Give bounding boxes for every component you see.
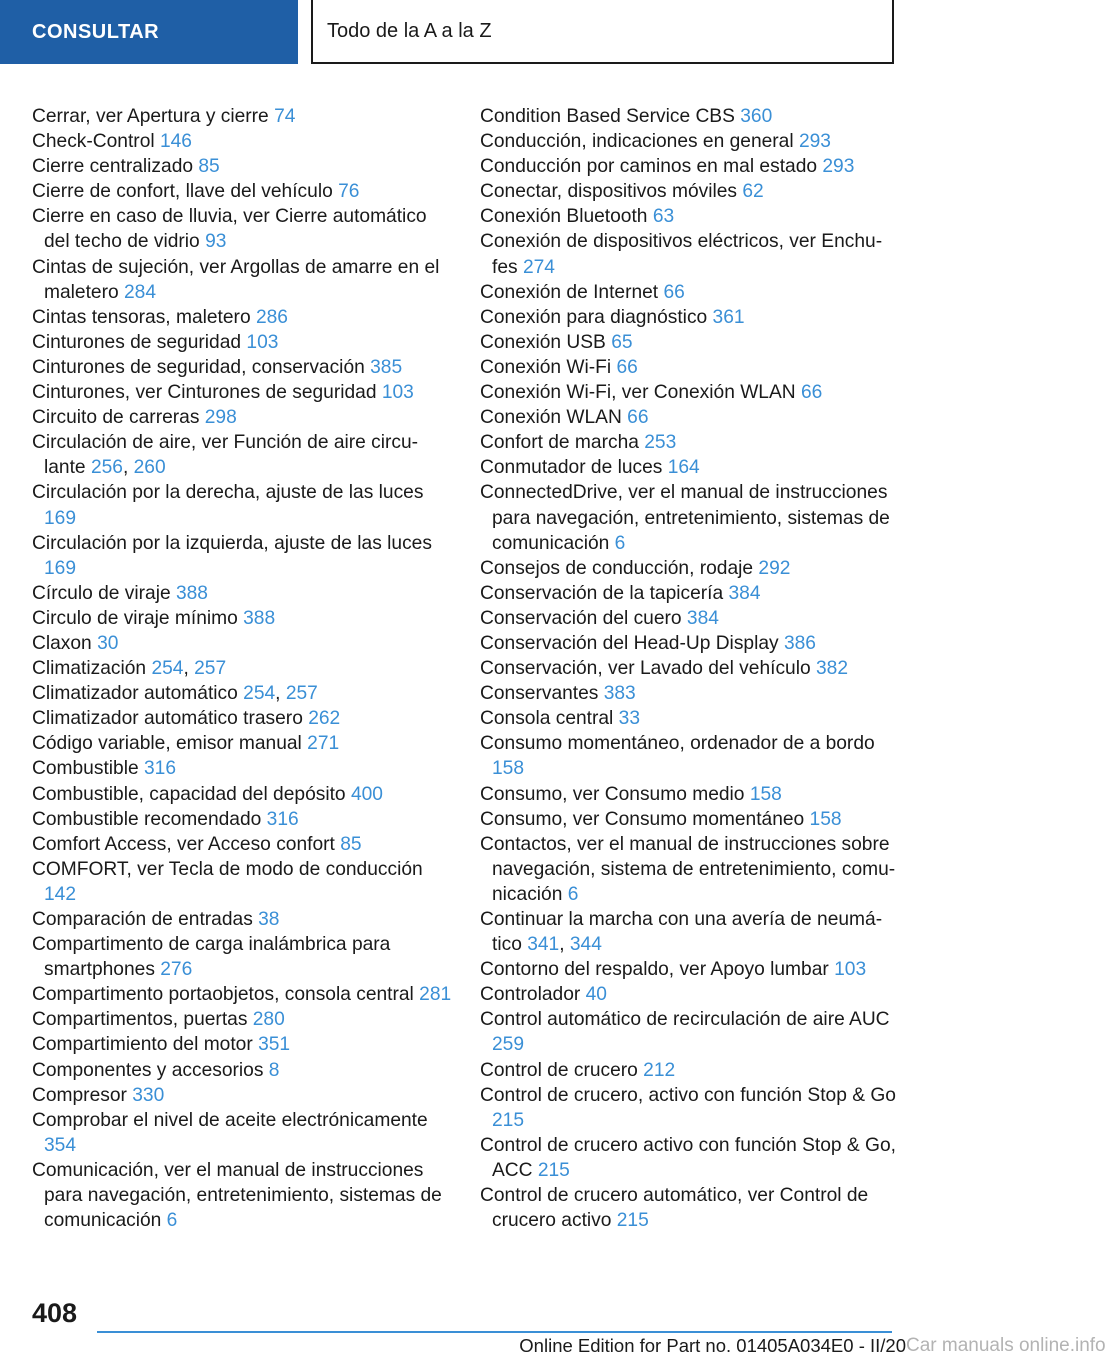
index-entry (32, 355, 452, 380)
index-entry (32, 782, 452, 807)
page-link[interactable]: 74 (274, 106, 296, 127)
page-link[interactable]: 85 (198, 156, 220, 178)
page-link[interactable]: 388 (243, 607, 276, 629)
index-entry-text: Cinturones de seguridad, conservación (32, 356, 371, 378)
index-entry (32, 857, 452, 907)
page-link[interactable]: 259 (492, 1034, 525, 1056)
page-link[interactable]: 215 (537, 1159, 570, 1181)
page-link[interactable]: 292 (758, 557, 791, 579)
page-link[interactable]: 63 (652, 206, 675, 228)
page-link[interactable]: 361 (712, 306, 745, 328)
index-entry (32, 480, 452, 530)
page-link[interactable]: 293 (798, 131, 831, 153)
page-link[interactable]: 158 (749, 783, 782, 805)
page-link[interactable]: 6 (166, 1210, 178, 1232)
index-entry-text: Check-Control (32, 131, 160, 153)
index-entry-text: Conducción, indicaciones en general (480, 131, 799, 153)
index-entry (32, 531, 452, 581)
page-link[interactable]: 384 (686, 607, 719, 629)
page-link[interactable]: 385 (370, 356, 403, 378)
page-link[interactable]: 85 (340, 833, 362, 855)
index-entry (32, 179, 452, 204)
index-entry (480, 556, 900, 581)
page-link[interactable]: 341 (527, 934, 560, 956)
index-entry (480, 782, 900, 807)
index-entry-text: Control de crucero automático, ver Control de crucero activo (480, 1185, 869, 1232)
index-entry (480, 305, 900, 330)
page-link[interactable]: 386 (783, 632, 816, 654)
page-link[interactable]: 253 (644, 432, 677, 454)
index-entry-text: Comunicación, ver el manual de instrucciones para navegación, entretenimiento, sistemas de comunicación (32, 1159, 442, 1232)
index-entry-text: Conexión Wi-Fi (480, 356, 617, 378)
index-entry (32, 1032, 452, 1057)
page-link[interactable]: 76 (338, 181, 360, 203)
index-entry-text: Conexión WLAN (480, 407, 628, 429)
index-entry: Climatización 254, 257 (32, 658, 227, 680)
page-link[interactable]: 274 (522, 256, 555, 278)
index-entry-text: Cierre en caso de lluvia, ver Cierre automático del techo de vidrio (32, 206, 427, 253)
index-entry-text: Consejos de conducción, rodaje (480, 557, 759, 579)
index-entry (32, 380, 452, 405)
index-entry (32, 706, 452, 731)
index-entry-text: Compartimento de carga inalámbrica para smartphones (32, 934, 391, 981)
index-entry-text: Comfort Access, ver Acceso confort (32, 833, 341, 855)
index-entry-text: Compresor (32, 1084, 133, 1106)
header-title-text: Todo de la A a la Z (327, 19, 492, 42)
page-link[interactable]: 65 (611, 331, 633, 353)
page-link[interactable]: 384 (728, 582, 761, 604)
index-entry-text: Circuito de carreras (32, 407, 205, 429)
page-link[interactable]: 351 (258, 1034, 291, 1056)
page-link[interactable]: 257 (285, 683, 318, 705)
index-entry-text: Circulación por la derecha, ajuste de las luces (32, 482, 424, 504)
index-entry (480, 731, 900, 781)
index-entry (32, 104, 452, 129)
index-entry (32, 731, 452, 756)
page-link[interactable]: 66 (616, 356, 638, 378)
index-entry-text: Cierre de confort, llave del vehículo (32, 181, 339, 203)
page-link[interactable]: 158 (492, 758, 525, 780)
index-entry-text: Conservación de la tapicería (480, 582, 729, 604)
index-entry (32, 330, 452, 355)
page-link[interactable]: 383 (603, 683, 636, 705)
page-link[interactable]: 62 (742, 181, 764, 203)
page-link[interactable]: 6 (567, 883, 579, 905)
index-entry-text: Cinturones de seguridad (32, 331, 247, 353)
page-link[interactable]: 8 (268, 1059, 280, 1081)
page-link[interactable]: 158 (809, 808, 842, 830)
index-entry-text: Control automático de recirculación de aire AUC (480, 1009, 890, 1031)
page-link[interactable]: 284 (123, 281, 156, 303)
page-link[interactable]: 280 (252, 1009, 285, 1031)
index-entry-text: Conservantes (480, 683, 604, 705)
index-entry-text: Confort de marcha (480, 432, 645, 454)
index-entry (480, 581, 900, 606)
page-link[interactable]: 6 (614, 532, 626, 554)
index-entry-text: Conectar, dispositivos móviles (480, 181, 743, 203)
page-link[interactable]: 293 (822, 156, 855, 178)
page-link[interactable]: 256 (90, 457, 123, 479)
index-entry-text: Control de crucero (480, 1059, 644, 1081)
index-entry (480, 656, 900, 681)
index-entry: Circulación de aire, ver Función de aire circulante 256, 260 (32, 432, 419, 479)
page-link[interactable]: 212 (643, 1059, 676, 1081)
index-entry-text: Control de crucero activo con función Stop & Go, ACC (480, 1134, 896, 1181)
page-link[interactable]: 388 (175, 582, 208, 604)
page-link[interactable]: 164 (667, 457, 700, 479)
page-header-title (311, 0, 894, 64)
index-entry-text: Cierre centralizado (32, 156, 199, 178)
index-entry (480, 807, 900, 832)
page-link[interactable]: 360 (740, 106, 773, 127)
index-entry-text: Climatizador automático (32, 683, 244, 705)
page-link[interactable]: 93 (205, 231, 227, 253)
page-link[interactable]: 33 (618, 708, 640, 730)
index-entry-text: Contorno del respaldo, ver Apoyo lumbar (480, 959, 835, 981)
page-link[interactable]: 215 (616, 1210, 649, 1232)
index-entry (32, 631, 452, 656)
page-link[interactable]: 286 (255, 306, 288, 328)
page-link[interactable]: 344 (569, 934, 602, 956)
page-link[interactable]: 66 (627, 407, 649, 429)
page-link[interactable]: 254 (243, 683, 276, 705)
index-entry-text: Circulo de viraje mínimo (32, 607, 244, 629)
page-link[interactable]: 169 (44, 507, 77, 529)
index-entry-text: Circulación de aire, ver Función de aire circulante (32, 432, 419, 479)
index-entry (480, 606, 900, 631)
index-entry-text: Cintas tensoras, maletero (32, 306, 256, 328)
index-entry (480, 280, 900, 305)
page-link[interactable]: 316 (143, 758, 176, 780)
index-entry-text: Comprobar el nivel de aceite electrónicamente (32, 1109, 428, 1131)
page-link[interactable]: 257 (194, 658, 227, 680)
page-link[interactable]: 169 (44, 557, 77, 579)
index-entry-text: Compartimento portaobjetos, consola central (32, 984, 420, 1006)
index-entry (32, 129, 452, 154)
index-entry (32, 606, 452, 631)
page-link[interactable]: 254 (151, 658, 184, 680)
index-entry-text: Contactos, ver el manual de instrucciones sobre navegación, sistema de entretenimiento, comunicación (480, 833, 896, 905)
page-link[interactable]: 382 (815, 658, 848, 680)
page-link[interactable]: 30 (97, 632, 119, 654)
index-entry-text: Claxon (32, 632, 98, 654)
index-column-right (480, 104, 900, 1233)
page-link[interactable]: 66 (800, 382, 823, 404)
index-entry-text: Conexión USB (480, 331, 612, 353)
index-entry-text: Cinturones, ver Cinturones de seguridad (32, 382, 382, 404)
index-entry-text: Conexión de dispositivos eléctricos, ver Enchufes (480, 231, 883, 278)
index-entry-text: Combustible, capacidad del depósito (32, 783, 351, 805)
index-entry (480, 631, 900, 656)
index-entry (480, 179, 900, 204)
index-entry-text: Consola central (480, 708, 619, 730)
index-entry-text: Circulación por la izquierda, ajuste de las luces (32, 532, 432, 554)
index-entry-text: Conservación, ver Lavado del vehículo (480, 658, 816, 680)
index-entry-text: Código variable, emisor manual (32, 733, 308, 755)
watermark: Car manuals online.info (906, 1335, 1106, 1356)
page-link[interactable]: 316 (266, 808, 299, 830)
index-entry (480, 982, 900, 1007)
index-entry-text: Climatizador automático trasero (32, 708, 309, 730)
index-entry-text: Conexión de Internet (480, 281, 664, 303)
page-link[interactable]: 260 (133, 457, 166, 479)
index-entry-text: Climatización (32, 658, 152, 680)
index-entry (32, 932, 452, 982)
page-link[interactable]: 142 (44, 883, 77, 905)
page-link[interactable]: 38 (258, 909, 280, 930)
index-entry (32, 1083, 452, 1108)
index-entry (32, 1108, 452, 1158)
page-link[interactable]: 354 (44, 1134, 77, 1156)
index-entry (32, 405, 452, 430)
index-entry (32, 982, 452, 1007)
index-entry (32, 305, 452, 330)
index-entry-text: Combustible recomendado (32, 808, 267, 830)
page-number: 408 (32, 1298, 78, 1328)
index-entry (32, 1158, 452, 1233)
index-entry (32, 204, 452, 254)
index-entry (480, 480, 900, 555)
index-entry (480, 706, 900, 731)
index-entry (480, 1058, 900, 1083)
page-link[interactable]: 400 (350, 783, 383, 805)
page-link[interactable]: 298 (204, 407, 237, 429)
index-entry-text: COMFORT, ver Tecla de modo de conducción (32, 858, 423, 880)
index-entry-text: Círculo de viraje (32, 582, 176, 604)
index-entry (480, 104, 900, 129)
index-entry (480, 1083, 900, 1133)
index-entry-text: Consumo, ver Consumo medio (480, 783, 750, 805)
index-entry-text: Conservación del Head-Up Display (480, 632, 784, 654)
index-entry (480, 832, 900, 907)
page-link[interactable]: 262 (308, 708, 341, 730)
footer-divider (97, 1331, 892, 1333)
index-entry (480, 129, 900, 154)
index-entry-text: Consumo momentáneo, ordenador de a bordo (480, 733, 875, 755)
page-link[interactable]: 215 (492, 1109, 525, 1131)
index-entry (32, 832, 452, 857)
section-tab[interactable] (0, 0, 298, 64)
index-entry-text: Conmutador de luces (480, 457, 668, 479)
index-entry-text: Controlador (480, 984, 586, 1006)
index-entry (32, 807, 452, 832)
index-entry-text: Conexión Wi-Fi, ver Conexión WLAN (480, 382, 801, 404)
index-entry-text: Comparación de entradas (32, 909, 259, 930)
index-entry (480, 355, 900, 380)
index-entry-text: Conservación del cuero (480, 607, 687, 629)
index-entry-text: Combustible (32, 758, 144, 780)
index-entry (32, 1058, 452, 1083)
index-entry (32, 255, 452, 305)
index-entry (480, 1007, 900, 1057)
index-entry-text: Control de crucero, activo con función Stop & Go (480, 1084, 896, 1106)
index-entry: Continuar la marcha con una avería de neumático 341, 344 (480, 909, 883, 956)
index-entry (32, 581, 452, 606)
index-entry (32, 154, 452, 179)
index-entry-text: Continuar la marcha con una avería de neumático (480, 909, 883, 956)
index-entry-text: Conexión Bluetooth (480, 206, 653, 228)
page-link[interactable]: 66 (663, 281, 685, 303)
index-entry (480, 681, 900, 706)
page-link[interactable]: 330 (132, 1084, 165, 1106)
index-entry (32, 756, 452, 781)
index-entry (480, 330, 900, 355)
index-column-left (32, 104, 452, 1233)
page-link[interactable]: 281 (419, 984, 452, 1006)
section-tab-label: CONSULTAR (32, 20, 160, 43)
index-entry (480, 1133, 900, 1183)
index-entry-text: ConnectedDrive, ver el manual de instrucciones para navegación, entretenimiento, sistemas de comunicación (480, 482, 890, 554)
index-entry: Climatizador automático 254, 257 (32, 683, 318, 705)
page-link[interactable]: 103 (246, 331, 279, 353)
index-entry-text: Consumo, ver Consumo momentáneo (480, 808, 810, 830)
index-entry-text: Conexión para diagnóstico (480, 306, 713, 328)
index-entry (480, 154, 900, 179)
index-entry (32, 1007, 452, 1032)
index-entry (480, 430, 900, 455)
index-entry (480, 380, 900, 405)
index-entry-text: Condition Based Service CBS (480, 106, 741, 127)
index-entry (480, 229, 900, 279)
index-entry (480, 1183, 900, 1233)
page-link[interactable]: 276 (160, 959, 193, 981)
index-entry-text: Compartimentos, puertas (32, 1009, 253, 1031)
footer-edition: Online Edition for Part no. 01405A034E0 - II/20 (519, 1335, 906, 1356)
index-entry-text: Conducción por caminos en mal estado (480, 156, 823, 178)
index-entry (480, 455, 900, 480)
index-entry (480, 957, 900, 982)
index-entry-text: Cerrar, ver Apertura y cierre (32, 106, 275, 127)
index-entry (480, 204, 900, 229)
page-link[interactable]: 271 (307, 733, 340, 755)
page-link[interactable]: 40 (585, 984, 607, 1006)
index-entry (32, 907, 452, 932)
index-entry-text: Compartimiento del motor (32, 1034, 259, 1056)
index-entry-text: Cintas de sujeción, ver Argollas de amarre en el maletero (32, 256, 440, 303)
page-link[interactable]: 146 (159, 131, 192, 153)
page-link[interactable]: 103 (834, 959, 867, 981)
index-entry (480, 405, 900, 430)
page-link[interactable]: 103 (381, 382, 414, 404)
index-entry-text: Componentes y accesorios (32, 1059, 269, 1081)
